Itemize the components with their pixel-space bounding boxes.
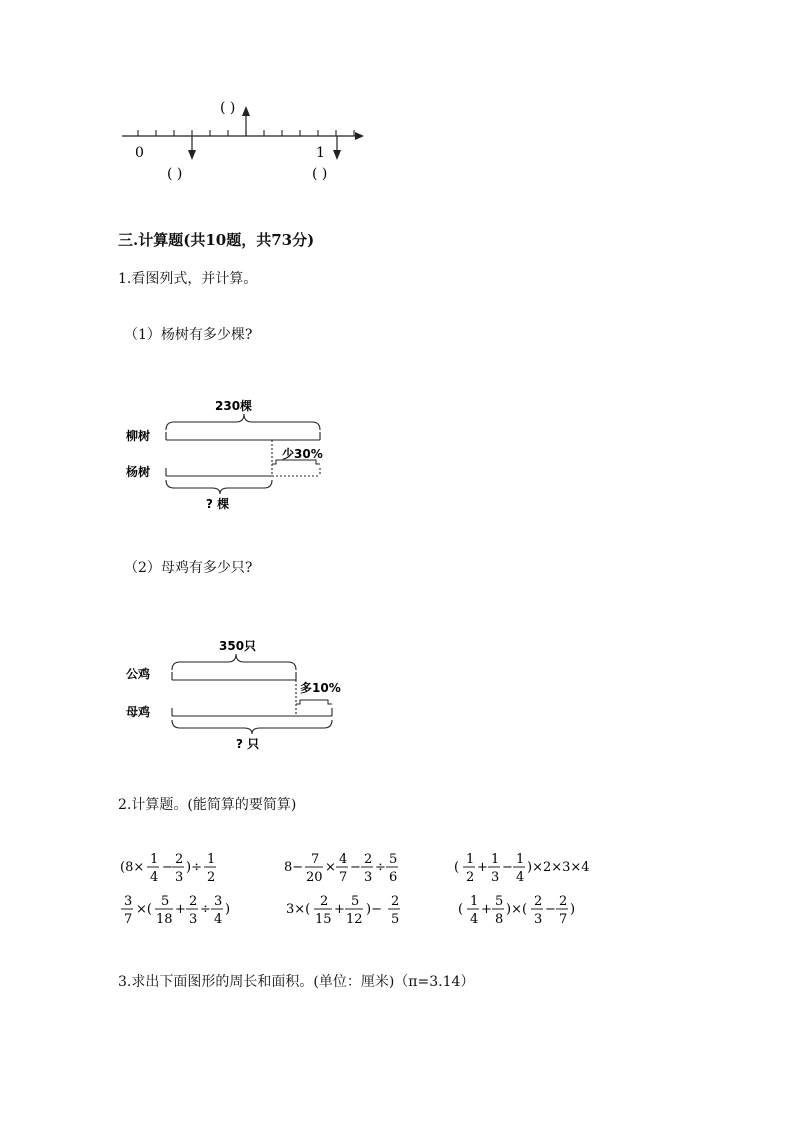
svg-text:)÷: )÷: [186, 860, 202, 875]
svg-text:+: +: [175, 902, 186, 917]
svg-text:3: 3: [189, 912, 198, 927]
svg-text:×(: ×(: [136, 902, 152, 917]
svg-text:−: −: [350, 860, 361, 875]
label-zero: 0: [135, 145, 144, 161]
svg-text:12: 12: [346, 912, 363, 927]
svg-text:1: 1: [516, 852, 525, 867]
blank-right: ( ): [312, 166, 328, 182]
svg-text:5: 5: [389, 852, 398, 867]
chickens-unknown-label: ? 只: [236, 737, 260, 751]
svg-text:5: 5: [495, 894, 504, 909]
svg-text:−: −: [502, 860, 513, 875]
expr-3: [454, 852, 590, 885]
svg-text:1: 1: [150, 852, 159, 867]
svg-text:−: −: [162, 860, 173, 875]
svg-text:(: (: [458, 902, 464, 917]
svg-text:8−: 8−: [284, 860, 304, 875]
svg-text:1: 1: [207, 852, 216, 867]
chickens-top-brace: [172, 654, 296, 670]
svg-text:÷: ÷: [200, 902, 211, 917]
svg-text:)×2×3×4: )×2×3×4: [527, 860, 590, 875]
poplar-label: 杨树: [126, 465, 151, 479]
svg-text:2: 2: [364, 852, 373, 867]
svg-text:20: 20: [306, 870, 323, 885]
svg-text:(8×: (8×: [120, 860, 145, 875]
svg-text:5: 5: [391, 912, 400, 927]
svg-text:+: +: [481, 902, 492, 917]
q3-stem: 3.求出下面图形的周长和面积。(单位：厘米)（π=3.14）: [118, 974, 475, 990]
svg-text:2: 2: [559, 894, 568, 909]
svg-text:7: 7: [311, 852, 320, 867]
chickens-side-label: 多10%: [300, 681, 341, 695]
chickens-total-label: 350只: [219, 639, 257, 653]
expr-6: [458, 894, 575, 927]
blank-left: ( ): [167, 166, 183, 182]
svg-text:3×(: 3×(: [286, 902, 311, 917]
segment-diagram-trees: [120, 392, 340, 517]
svg-text:2: 2: [189, 894, 198, 909]
svg-text:18: 18: [156, 912, 173, 927]
svg-text:4: 4: [214, 912, 223, 927]
expr-1: [120, 852, 216, 885]
svg-text:3: 3: [124, 894, 133, 909]
section-title: 三.计算题(共10题，共73分): [118, 231, 315, 249]
svg-text:4: 4: [150, 870, 159, 885]
blank-top: ( ): [220, 100, 236, 116]
svg-text:(: (: [454, 860, 460, 875]
expr-5: [286, 894, 400, 927]
rooster-label: 公鸡: [126, 667, 151, 681]
svg-text:+: +: [477, 860, 488, 875]
trees-bottom-brace: [166, 480, 272, 494]
svg-text:15: 15: [315, 912, 332, 927]
svg-text:2: 2: [466, 870, 475, 885]
hen-label: 母鸡: [126, 705, 151, 719]
number-line-arrowhead: [355, 132, 364, 140]
chickens-bottom-brace: [172, 720, 332, 734]
svg-text:6: 6: [389, 870, 398, 885]
trees-top-brace: [166, 414, 320, 430]
label-one: 1: [316, 145, 325, 161]
svg-text:3: 3: [214, 894, 223, 909]
svg-text:8: 8: [495, 912, 504, 927]
q2-stem: 2.计算题。(能简算的要简算): [118, 797, 297, 813]
svg-text:4: 4: [339, 852, 348, 867]
svg-text:1: 1: [466, 852, 475, 867]
svg-text:3: 3: [534, 912, 543, 927]
svg-text:÷: ÷: [375, 860, 386, 875]
trees-total-label: 230棵: [215, 399, 253, 413]
willow-label: 柳树: [126, 429, 151, 443]
segment-diagram-chickens: [120, 632, 360, 757]
svg-text:1: 1: [470, 894, 479, 909]
svg-text:5: 5: [161, 894, 170, 909]
down-arrow-right-head: [333, 150, 341, 160]
trees-unknown-label: ? 棵: [206, 497, 230, 511]
svg-text:)×(: )×(: [506, 902, 528, 917]
svg-text:×: ×: [325, 860, 336, 875]
svg-text:3: 3: [175, 870, 184, 885]
expr-2: [284, 852, 398, 885]
svg-text:5: 5: [351, 894, 360, 909]
svg-text:3: 3: [491, 870, 500, 885]
trees-side-label: 少30%: [282, 447, 323, 461]
number-line-figure: [110, 90, 380, 190]
svg-text:7: 7: [124, 912, 133, 927]
svg-text:3: 3: [364, 870, 373, 885]
svg-text:4: 4: [516, 870, 525, 885]
svg-text:2: 2: [175, 852, 184, 867]
svg-text:1: 1: [491, 852, 500, 867]
down-arrow-left-head: [188, 150, 196, 160]
svg-text:2: 2: [391, 894, 400, 909]
up-arrow-head: [242, 106, 250, 116]
svg-text:2: 2: [534, 894, 543, 909]
svg-text:7: 7: [559, 912, 568, 927]
svg-text:2: 2: [207, 870, 216, 885]
svg-text:+: +: [334, 902, 345, 917]
svg-text:4: 4: [470, 912, 479, 927]
svg-text:−: −: [545, 902, 556, 917]
q1-part1-question: （1）杨树有多少棵?: [124, 327, 253, 343]
svg-text:7: 7: [339, 870, 348, 885]
svg-text:): ): [570, 902, 576, 917]
calc-expressions: [110, 843, 610, 933]
svg-text:2: 2: [320, 894, 329, 909]
expr-4: [121, 894, 230, 927]
q1-stem: 1.看图列式，并计算。: [118, 271, 258, 287]
q1-part2-question: （2）母鸡有多少只?: [124, 560, 253, 576]
svg-text:)−: )−: [366, 902, 382, 917]
svg-text:): ): [225, 902, 231, 917]
